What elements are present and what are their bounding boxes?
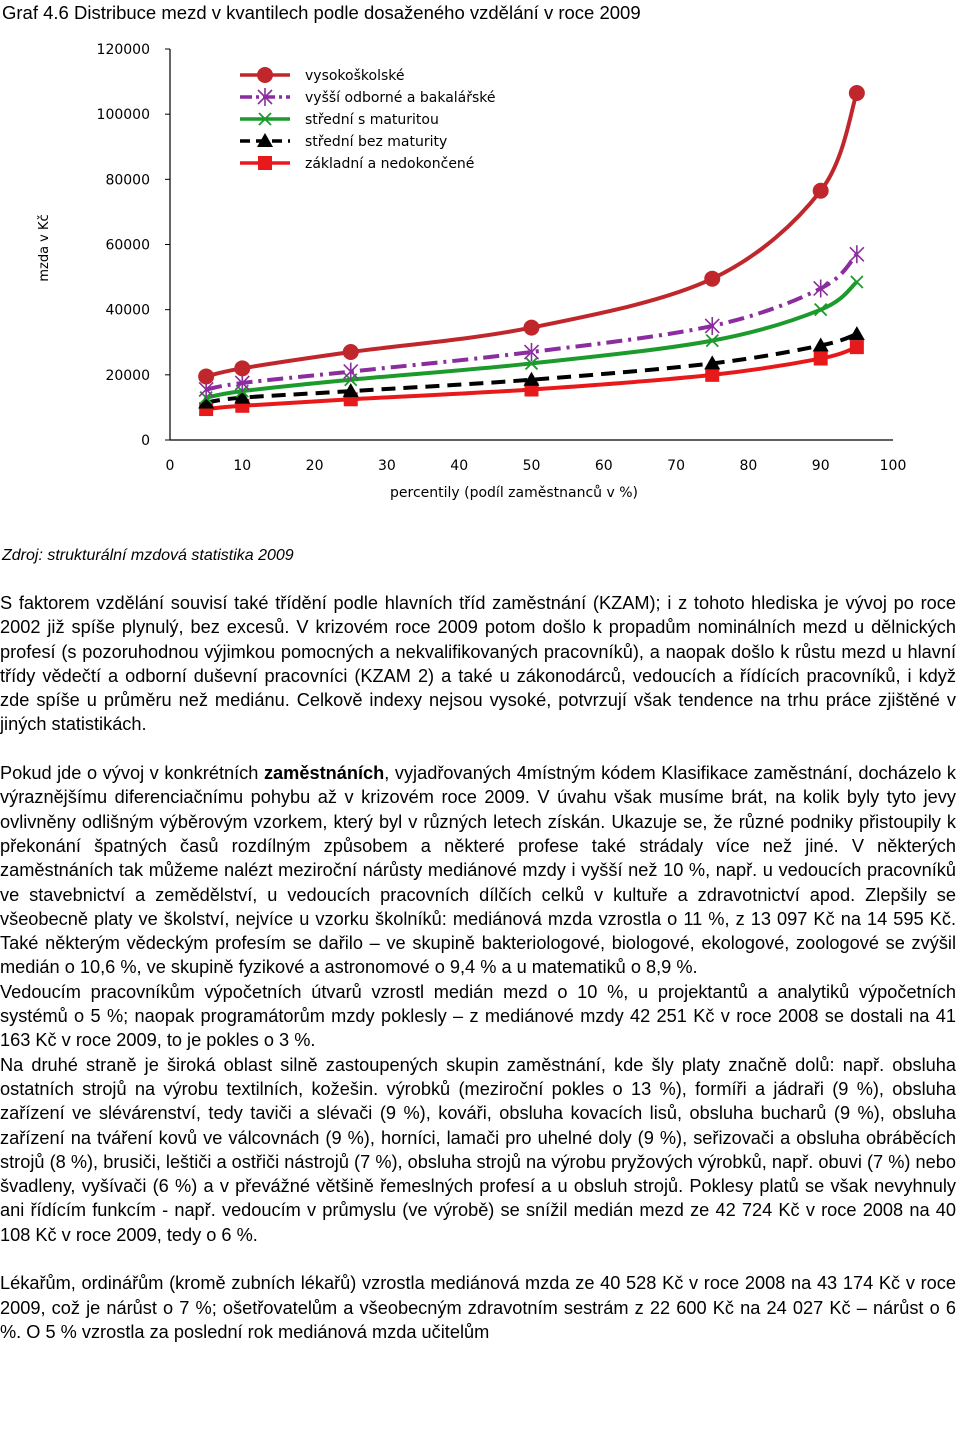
x-tick-label: 70 (667, 458, 686, 474)
x-tick-label: 60 (594, 458, 613, 474)
legend-marker (258, 68, 273, 83)
data-point (199, 369, 214, 384)
data-point (814, 279, 828, 297)
data-point (524, 320, 539, 335)
y-tick-label: 0 (141, 433, 150, 449)
figure-caption: Graf 4.6 Distribuce mezd v kvantilech podle dosaženého vzdělání v roce 2009 (2, 2, 641, 23)
x-tick-label: 40 (450, 458, 469, 474)
x-tick-label: 10 (233, 458, 252, 474)
x-tick-label: 50 (522, 458, 541, 474)
legend-label: střední s maturitou (305, 112, 439, 128)
y-tick-label: 80000 (105, 172, 150, 189)
data-point (850, 340, 864, 354)
data-point (705, 368, 719, 382)
data-point (850, 245, 864, 263)
data-point (849, 85, 864, 100)
y-tick-label: 60000 (105, 237, 150, 254)
paragraph-3: Vedoucím pracovníkům výpočetních útvarů vzrostl medián mezd o 10 %, u projektantů a analytiků výpočetních systémů o 5 %; naopak programátorům mzdy poklesly – z mediánové mzdy 42 251 Kč v roce 2008 se dostali na 41 163 Kč v roce 2009, to je pokles o 3 %. (0, 981, 956, 1051)
y-tick-label: 20000 (105, 367, 150, 384)
x-tick-label: 90 (811, 458, 830, 474)
y-axis-label: mzda v Kč (37, 214, 52, 282)
y-tick-label: 100000 (96, 107, 150, 124)
wage-distribution-chart (0, 28, 960, 538)
x-axis-label: percentily (podíl zaměstnanců v %) (390, 485, 638, 501)
x-tick-label: 100 (879, 458, 907, 474)
x-tick-label: 0 (165, 458, 175, 474)
legend-marker (258, 156, 272, 170)
source-note: Zdroj: strukturální mzdová statistika 2009 (2, 547, 294, 564)
legend-label: vysokoškolské (305, 68, 405, 84)
paragraph-4: Na druhé straně je široká oblast silně zastoupených skupin zaměstnání, kde šly platy značně dolů: např. obsluha ostatních strojů na výrobu textilních, kožešin. výrobků (meziroční pokles o 13 %), formíři a jádraři (9 %), obsluha zařízení ve slévárenství, tedy taviči a slévači (9 %), kováři, obsluha kovacích lisů, obsluha bucharů (9 %), obsluha zařízení na tváření kovů ve válcovnách (9 %), horníci, lamači pro uhelné doly (9 %), seřizovači a obsluha obráběcích strojů (8 %), brusiči, leštiči a ostřiči nástrojů (7 %), obsluha strojů na výrobu pryžových výrobků, např. obuvi (7 %) nebo švadleny, vyšívači (6 %) a v převážné většině řemeslných profesí a u obsluh strojů. Poklesy platů se však nevyhnuly ani řídícím funkcím - např. vedoucím v průmyslu (ve výrobě) se snížil medián mezd ze 42 724 Kč v roce 2008 na 40 108 Kč v roce 2009, tedy o 6 %. (0, 1054, 956, 1245)
legend-label: střední bez maturity (305, 134, 448, 150)
plot-area (37, 42, 906, 501)
paragraph-2-bold: zaměstnáních (263, 763, 385, 784)
data-point (343, 345, 358, 360)
y-tick-label: 40000 (105, 302, 150, 319)
y-tick-label: 120000 (96, 42, 150, 58)
legend-label: základní a nedokončené (305, 156, 475, 172)
paragraph-5: Lékařům, ordinářům (kromě zubních lékařů) vzrostla mediánová mzda ze 40 528 Kč v roce 2008 na 43 174 Kč v roce 2009, což je nárůst o 7 %; ošetřovatelům a všeobecným zdravotním sestrám z 22 600 Kč na 24 027 Kč – nárůst o 6 %. O 5 % vzrostla za poslední rok mediánová mzda učitelům (0, 1273, 956, 1342)
data-point (235, 361, 250, 376)
data-point (705, 271, 720, 286)
data-point (813, 183, 828, 198)
data-point (814, 352, 828, 366)
paragraph-1: S faktorem vzdělání souvisí také třídění podle hlavních tříd zaměstnání (KZAM); i z tohoto hlediska je vývoj po roce 2002 již spíše plynulý, bez excesů. V krizovém roce 2009 potom došlo k propadům nominálních mezd u dělnických profesí (s pozoruhodnou výjimkou pomocných a nekvalifikovaných pracovníků), a naopak došlo k růstu mezd u hlavní třídy vědečtí a odborní duševní pracovníci (KZAM 2) a také u zákonodárců, vedoucích a řídících pracovníků, i když zde spíše u průměru než mediánu. Celkově indexy nejsou vysoké, potvrzují však tendence na trhu práce zjištěné v jiných statistikách. (0, 593, 956, 735)
legend-label: vyšší odborné a bakalářské (305, 90, 496, 106)
paragraph-2-rest: , vyjadřovaných 4místným kódem Klasifikace zaměstnání, docházelo k výraznějšímu diferenciačnímu pohybu až v krizovém roce 2009. V úvahu však musíme brát, na kolik byly tyto jevy ovlivněny odlišným výběrovým vzorkem, který byl v různých letech získán. Ukazuje se, že různé podniky přistoupily k překonání špatných časů rozdílným způsobem a některé profese také strádaly více než jiné. V některých zaměstnáních tak můžeme nalézt meziroční nárůsty mediánové mzdy i vyšší než 10 %, např. u vedoucích pracovníků ve stavebnictví a zemědělství, u vedoucích pracovních dílčích celků v kultuře a zdravotnictví apod. Zlepšily se všeobecně platy ve školství, nejvíce u vzorku školníků: mediánová mzda vzrostla o 11 %, z 13 097 Kč na 14 595 Kč. Také některým vědeckým profesím se dařilo – ve skupině bakteriologové, biologové, ekologové, zoologové se zvýšil medián o 10,6 %, ve skupině fyzikové a astronomové o 9,4 % a u matematiků o 8,9 %. (0, 763, 956, 978)
data-point (851, 276, 863, 288)
paragraph-2 (0, 761, 956, 980)
x-tick-label: 30 (377, 458, 396, 474)
data-point (849, 326, 865, 340)
paragraph-2-start: Pokud jde o vývoj v konkrétních (0, 763, 264, 784)
x-tick-label: 80 (739, 458, 758, 474)
body-text (0, 591, 956, 1344)
x-tick-label: 20 (305, 458, 324, 474)
